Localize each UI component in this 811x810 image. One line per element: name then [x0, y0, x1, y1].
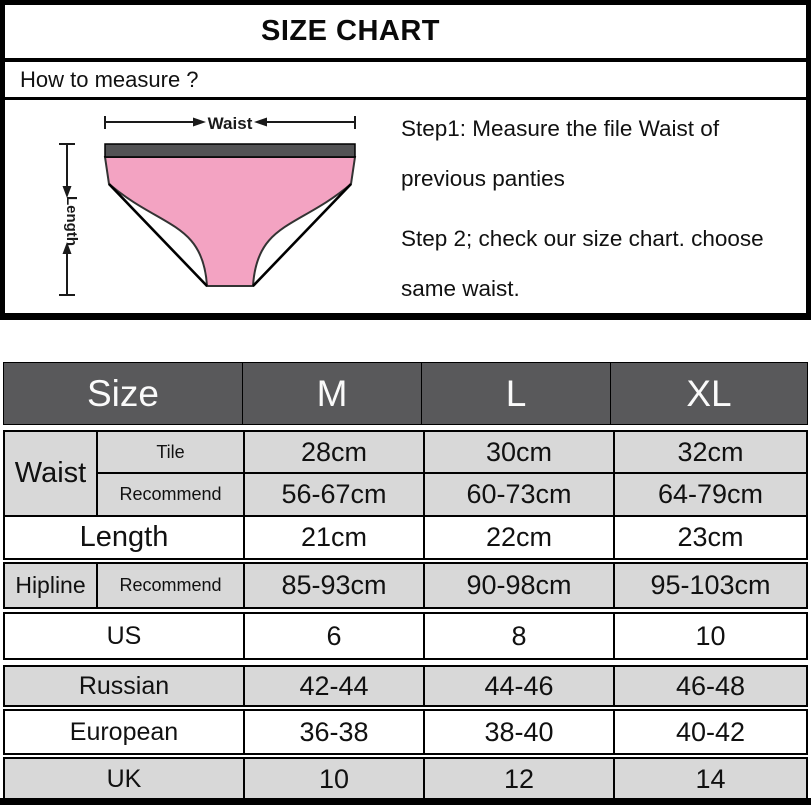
us-size-row	[3, 612, 808, 660]
waist-recommend-xl-cell: 64-79cm	[615, 474, 806, 515]
step1-text: Step1: Measure the file Waist of	[401, 116, 720, 141]
uk-m-cell: 10	[245, 759, 423, 799]
panty-waistband	[105, 144, 355, 157]
waist-label: Waist	[207, 114, 253, 133]
step2-text-cont: same waist.	[401, 276, 520, 301]
top-framed-section	[0, 0, 811, 313]
measurement-illustration-area	[5, 100, 806, 306]
waist-row-label: Waist	[5, 432, 96, 515]
hipline-xl-cell: 95-103cm	[615, 564, 806, 607]
russian-m-cell: 42-44	[245, 667, 423, 705]
waist-recommend-l-cell: 60-73cm	[425, 474, 613, 515]
hipline-l-cell: 90-98cm	[425, 564, 613, 607]
european-size-row	[3, 709, 808, 755]
us-xl-cell: 10	[615, 614, 806, 658]
waist-tile-xl-cell: 32cm	[615, 432, 806, 472]
hipline-row	[3, 562, 808, 609]
uk-size-row	[3, 757, 808, 801]
european-m-cell: 36-38	[245, 711, 423, 753]
hipline-row-label: Hipline	[5, 564, 96, 607]
thick-divider-bottom	[0, 798, 811, 805]
hipline-recommend-label: Recommend	[98, 564, 243, 607]
us-m-cell: 6	[245, 614, 423, 658]
length-label: Length	[63, 196, 80, 246]
uk-row-label: UK	[5, 759, 243, 799]
european-l-cell: 38-40	[425, 711, 613, 753]
waist-recommend-label: Recommend	[98, 474, 243, 515]
title-bar	[5, 5, 806, 62]
panties-diagram	[45, 114, 395, 304]
waist-tile-label: Tile	[98, 432, 243, 472]
length-m-cell: 21cm	[245, 517, 423, 558]
waist-arrow-left-icon	[254, 118, 267, 127]
us-l-cell: 8	[425, 614, 613, 658]
how-to-measure-heading	[5, 62, 806, 100]
european-xl-cell: 40-42	[615, 711, 806, 753]
uk-l-cell: 12	[425, 759, 613, 799]
header-cell-size: Size	[4, 363, 242, 424]
waist-length-block	[3, 430, 808, 560]
size-table	[3, 362, 808, 801]
step1-text-cont: previous panties	[401, 166, 565, 191]
measuring-steps	[401, 104, 803, 314]
us-row-label: US	[5, 614, 243, 658]
waist-arrow-right-icon	[193, 118, 206, 127]
header-cell-xl: XL	[611, 363, 807, 424]
header-cell-l: L	[422, 363, 610, 424]
russian-xl-cell: 46-48	[615, 667, 806, 705]
step2-text: Step 2; check our size chart. choose	[401, 226, 764, 251]
panty-body	[105, 157, 355, 286]
russian-row-label: Russian	[5, 667, 243, 705]
how-to-measure-text: How to measure ?	[20, 66, 199, 92]
waist-tile-m-cell: 28cm	[245, 432, 423, 472]
hipline-m-cell: 85-93cm	[245, 564, 423, 607]
length-xl-cell: 23cm	[615, 517, 806, 558]
header-cell-m: M	[243, 363, 421, 424]
length-row-label: Length	[5, 517, 243, 558]
uk-xl-cell: 14	[615, 759, 806, 799]
waist-recommend-m-cell: 56-67cm	[245, 474, 423, 515]
size-table-header-row	[3, 362, 808, 425]
waist-tile-l-cell: 30cm	[425, 432, 613, 472]
thick-divider-top	[0, 313, 811, 320]
european-row-label: European	[5, 711, 243, 753]
russian-size-row	[3, 665, 808, 707]
length-l-cell: 22cm	[425, 517, 613, 558]
russian-l-cell: 44-46	[425, 667, 613, 705]
page-title: SIZE CHART	[261, 15, 440, 47]
